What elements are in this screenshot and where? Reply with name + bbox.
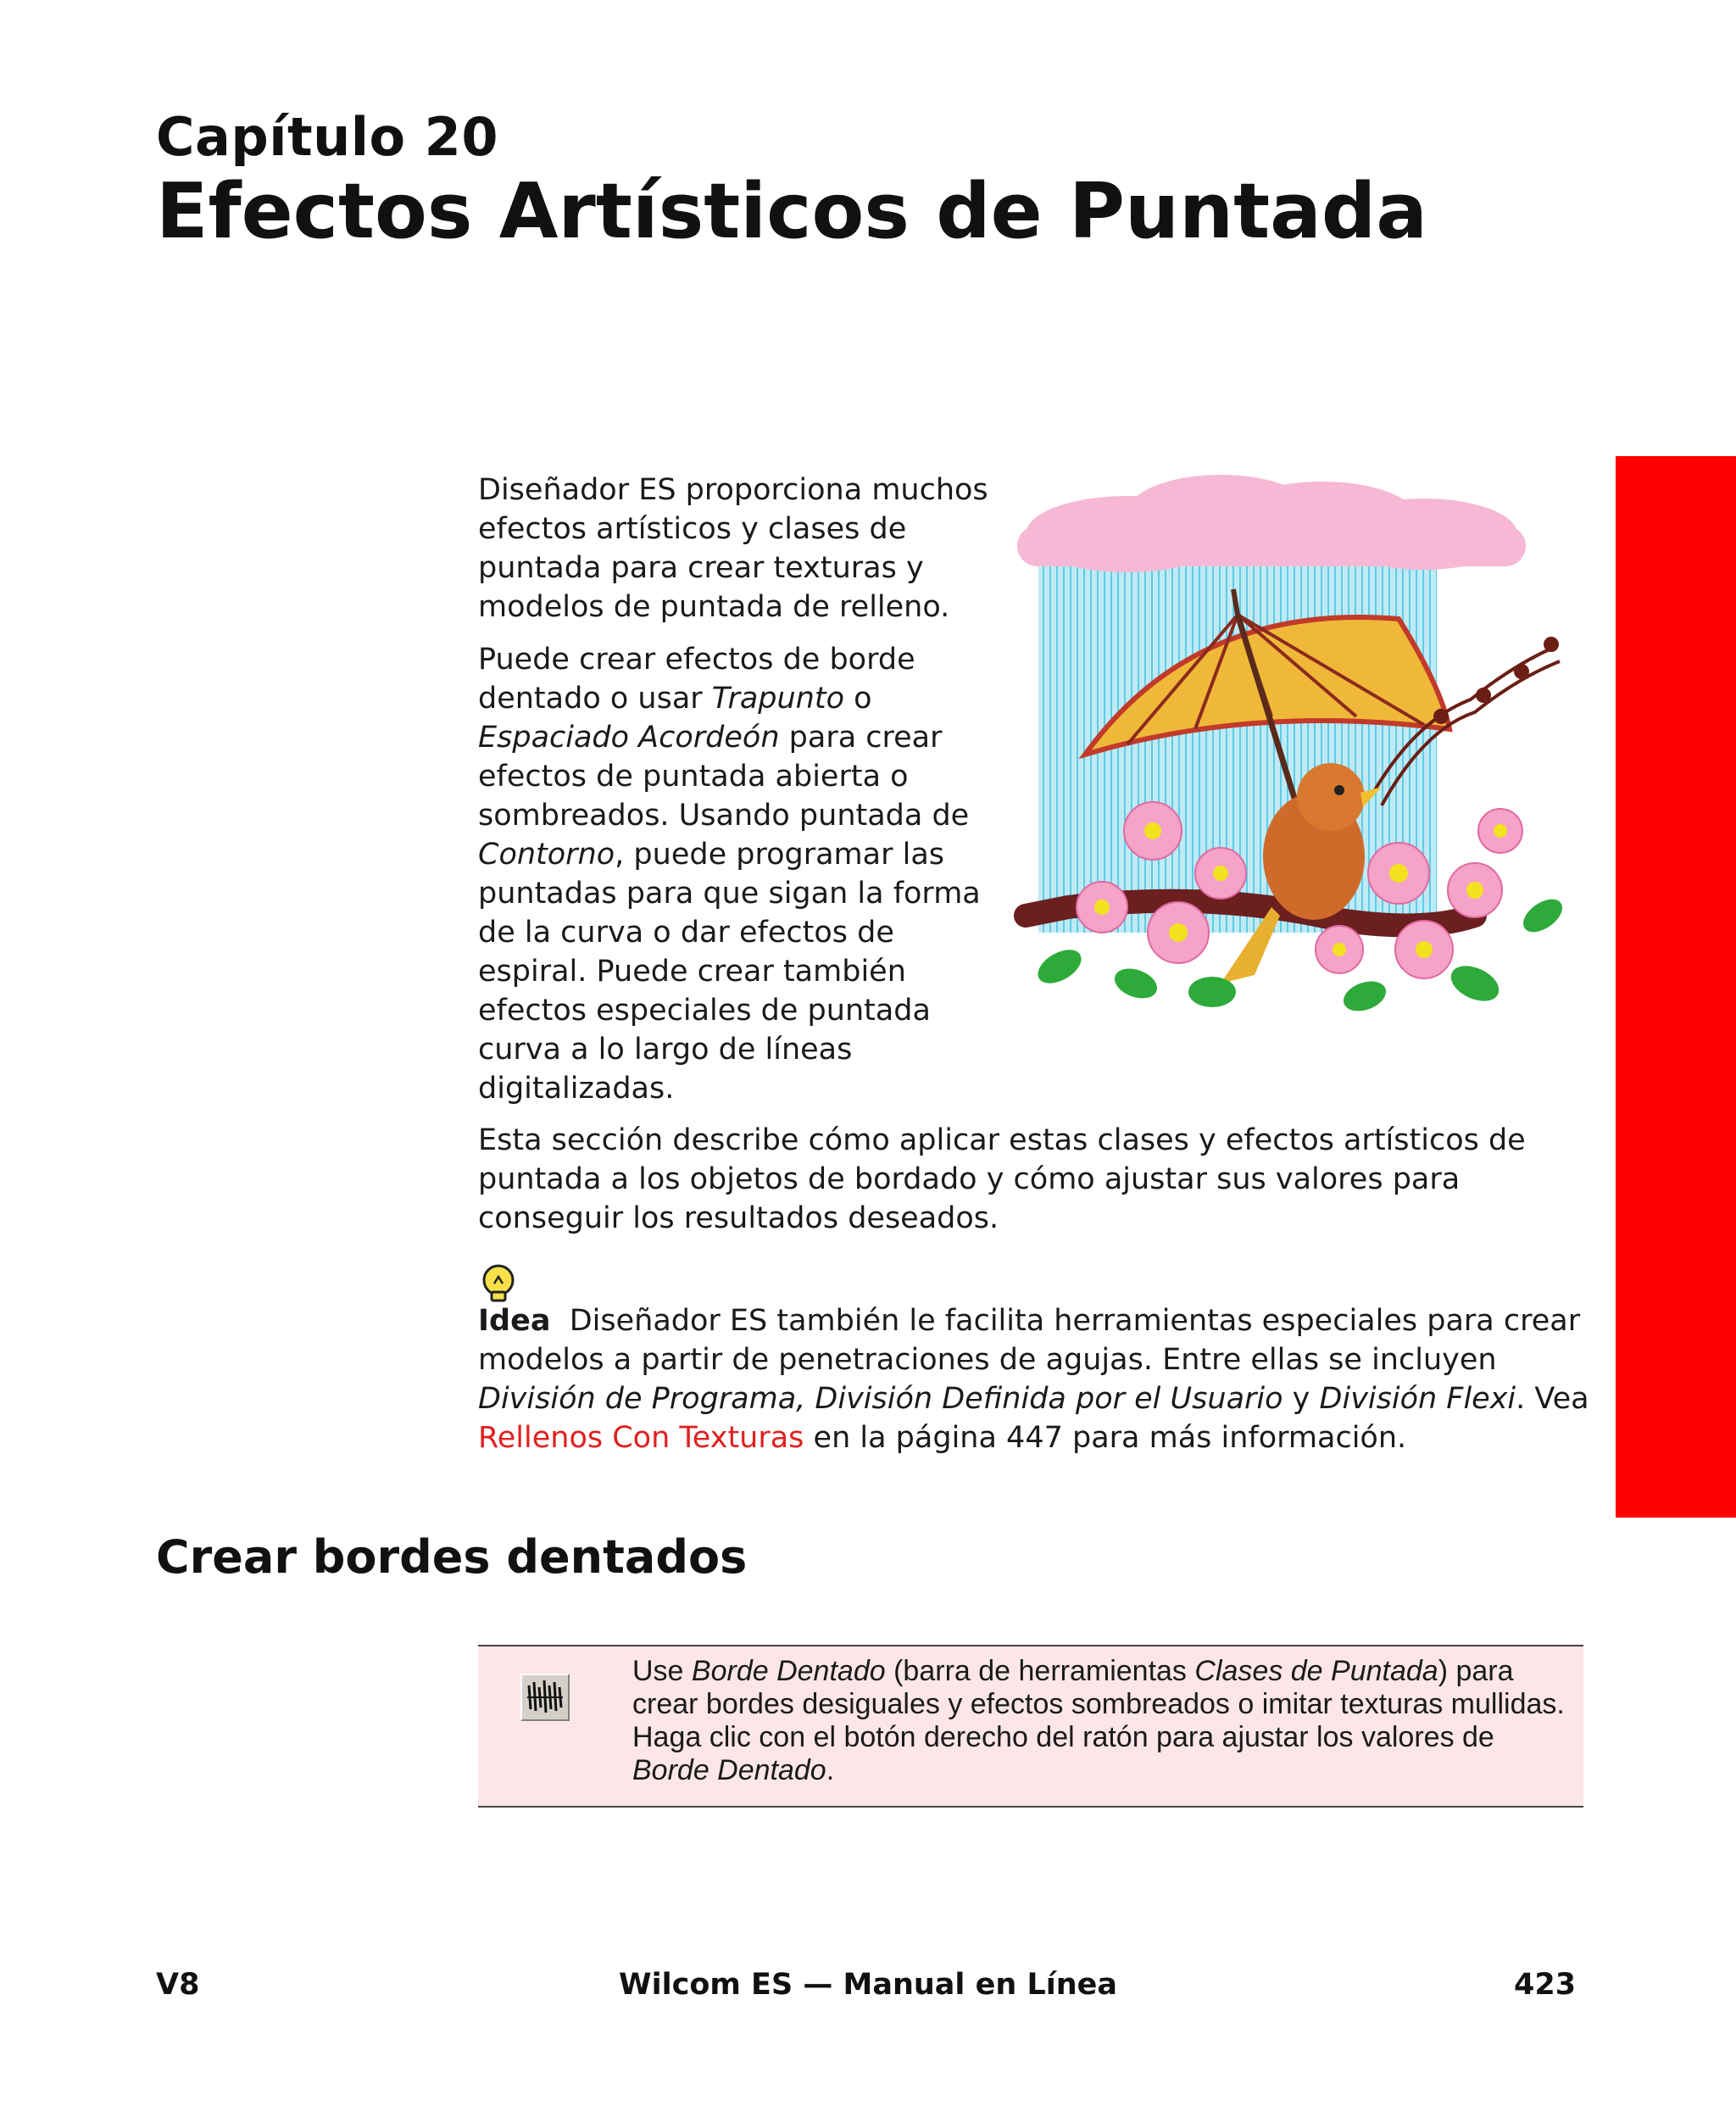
- emphasis-contorno: Contorno: [478, 838, 615, 872]
- jagged-edge-tool-icon[interactable]: [520, 1674, 570, 1721]
- intro-paragraph-3: Esta sección describe cómo aplicar estas clases y efectos artísticos de puntada a los objetos de bordado y cómo ajustar sus valores para conseguir los resultados deseados.: [478, 1123, 1526, 1235]
- tool-description-box: [478, 1645, 1583, 1808]
- rellenos-con-texturas-link[interactable]: Rellenos Con Texturas: [478, 1421, 804, 1455]
- chapter-label: Capítulo 20: [156, 106, 498, 168]
- emphasis-clases-de-puntada: Clases de Puntada: [1194, 1655, 1438, 1687]
- footer-title: Wilcom ES — Manual en Línea: [618, 1968, 1118, 2002]
- footer-version: V8: [156, 1968, 200, 2002]
- text-run: Use: [632, 1655, 692, 1687]
- text-run: .: [826, 1754, 835, 1786]
- text-run: , puede programar las puntadas para que sigan la forma de la curva o dar efectos de espiral. Puede crear también efectos especiales de puntada curva a lo largo de líneas digitalizadas.: [478, 838, 981, 1106]
- tip-paragraph: [478, 1301, 1597, 1457]
- emphasis-trapunto: Trapunto: [711, 682, 844, 716]
- emphasis-division-flexi: División Flexi: [1319, 1382, 1516, 1416]
- tool-description-text: [632, 1655, 1565, 1787]
- chapter-title: Efectos Artísticos de Puntada: [156, 167, 1428, 256]
- text-run: o: [844, 682, 872, 716]
- text-run: en la página 447 para más información.: [804, 1421, 1407, 1455]
- section-heading: Crear bordes dentados: [156, 1530, 748, 1584]
- text-run: Puede crear efectos de borde dentado o usar: [478, 643, 915, 716]
- embroidery-illustration: [1000, 475, 1594, 1051]
- chapter-side-tab: [1616, 456, 1736, 1518]
- text-run: y: [1283, 1382, 1320, 1416]
- emphasis-espaciado-acordeon: Espaciado Acordeón: [478, 721, 780, 755]
- intro-paragraph-2: [478, 640, 1004, 1108]
- emphasis-division-programa: División de Programa, División Definida por el Usuario: [478, 1382, 1283, 1416]
- text-run: Diseñador ES también le facilita herramientas especiales para crear modelos a partir de penetraciones de agujas. Entre ellas se incluyen: [478, 1304, 1581, 1377]
- text-run: . Vea: [1516, 1382, 1589, 1416]
- text-run: para crear efectos de puntada abierta o sombreados. Usando puntada de: [478, 721, 970, 833]
- footer-page-number: 423: [1514, 1968, 1577, 2002]
- text-run: ) para crear bordes desiguales y efectos sombreados o imitar texturas mullidas. Haga clic con el botón derecho del ratón para ajustar los valores de: [632, 1655, 1565, 1753]
- tip-label: Idea: [478, 1304, 551, 1338]
- intro-paragraph-1: Diseñador ES proporciona muchos efectos artísticos y clases de puntada para crear texturas y modelos de puntada de relleno.: [478, 473, 988, 624]
- emphasis-borde-dentado: Borde Dentado: [691, 1655, 886, 1687]
- lightbulb-icon: [478, 1263, 519, 1304]
- text-run: (barra de herramientas: [885, 1655, 1195, 1687]
- emphasis-borde-dentado: Borde Dentado: [632, 1754, 826, 1786]
- cloud-icon: [1017, 475, 1526, 572]
